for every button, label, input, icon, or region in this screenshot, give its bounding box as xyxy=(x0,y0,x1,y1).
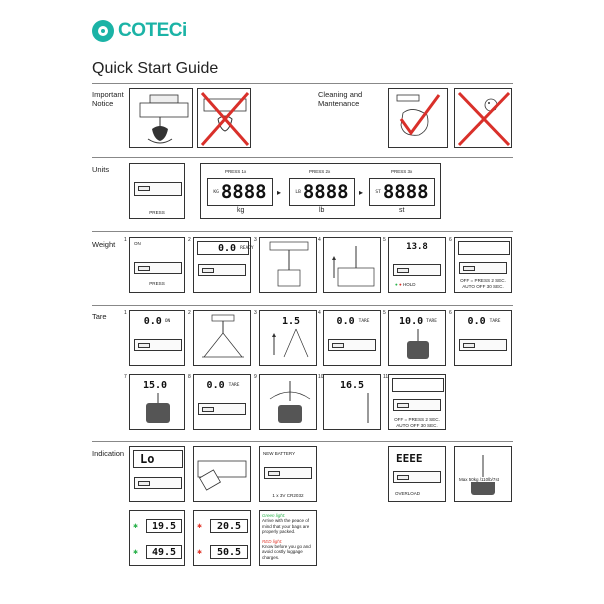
tare-step-1: 1 0.0 ON xyxy=(129,310,185,366)
tare-step-4: 4 0.0 TARE xyxy=(323,310,381,366)
red-light-panel: ✱ 20.5 ✱ 50.5 xyxy=(193,510,251,566)
units-press-caption: PRESS xyxy=(149,210,165,215)
press-2x-label: PRESS 2x xyxy=(309,169,331,174)
units-panel xyxy=(200,163,441,219)
tare-step-6: 6 0.0 TARE xyxy=(454,310,512,366)
logo-icon xyxy=(92,20,114,42)
green-light-icon: ✱ xyxy=(133,524,139,530)
scale-device xyxy=(134,182,182,196)
red-light-icon: ✱ xyxy=(197,524,203,530)
new-battery-panel: NEW BATTERY 1 x 3V CR2032 xyxy=(259,446,317,502)
divider xyxy=(92,305,513,306)
arrow-right-icon: ▸ xyxy=(277,188,282,197)
weight-step-1: 1 ON PRESS xyxy=(129,237,185,293)
battery-door-panel xyxy=(193,446,251,502)
divider xyxy=(92,231,513,232)
divider xyxy=(92,83,513,84)
tare-step-8: 8 0.0 TARE xyxy=(193,374,251,430)
units-label: Units xyxy=(92,165,110,174)
important-label: Important Notice xyxy=(92,90,124,108)
tare-step-10: 10 16.5 xyxy=(323,374,381,430)
tare-step-2: 2 xyxy=(193,310,251,366)
brand-logo xyxy=(92,20,187,42)
unit-label-kg: kg xyxy=(237,207,245,214)
unit-label-lb: lb xyxy=(319,207,325,214)
divider xyxy=(92,157,513,158)
lcd-st: ST 8888 xyxy=(369,178,435,206)
hook-illustration xyxy=(130,89,194,149)
overload-panel: EEEE OVERLOAD xyxy=(388,446,446,502)
divider xyxy=(92,441,513,442)
tare-step-5: 5 10.0 TARE xyxy=(388,310,446,366)
press-1x-label: PRESS 1x xyxy=(225,169,247,174)
indication-label: Indication xyxy=(92,449,125,458)
cloth-illustration xyxy=(389,89,449,149)
cleaning-label: Cleaning and Mantenance xyxy=(318,90,363,108)
weight-step-3: 3 xyxy=(259,237,317,293)
max-capacity-panel: Max 50kg /110lb/7st xyxy=(454,446,512,502)
water-illustration xyxy=(455,89,513,149)
units-device-panel xyxy=(129,163,185,219)
weight-step-2: 2 0.0 READY xyxy=(193,237,251,293)
red-light-icon: ✱ xyxy=(197,550,203,556)
weight-step-6: 6 OFF = PRESS 2 SEC. AUTO OFF 30 SEC. xyxy=(454,237,512,293)
weight-step-5: 5 13.8 ● ● HOLD xyxy=(388,237,446,293)
light-legend-panel: Green light: Arrive with the peace of mind that your bags are properly packed. RED light: Know before you go and avoid costly luggage charges. xyxy=(259,510,317,566)
page-title: Quick Start Guide xyxy=(92,60,219,77)
tare-step-9: 9 xyxy=(259,374,317,430)
important-panel-correct xyxy=(129,88,193,148)
tare-step-3: 3 1.5 xyxy=(259,310,317,366)
cleaning-panel-correct xyxy=(388,88,448,148)
lcd-kg: KG 8888 xyxy=(207,178,273,206)
weight-step-4: 4 xyxy=(323,237,381,293)
press-3x-label: PRESS 3x xyxy=(391,169,413,174)
tare-label: Tare xyxy=(92,312,107,321)
cleaning-panel-wrong xyxy=(454,88,512,148)
green-light-icon: ✱ xyxy=(133,550,139,556)
tare-step-7: 7 15.0 xyxy=(129,374,185,430)
wrong-hook-illustration xyxy=(198,89,252,149)
weight-label: Weight xyxy=(92,240,116,249)
low-battery-panel: Lo xyxy=(129,446,185,502)
tare-step-11: 11 OFF = PRESS 2 SEC. AUTO OFF 30 SEC. xyxy=(388,374,446,430)
arrow-right-icon: ▸ xyxy=(359,188,364,197)
lcd-lb: LB 8888 xyxy=(289,178,355,206)
brand-name: COTECi xyxy=(118,20,187,41)
unit-label-st: st xyxy=(399,207,405,214)
important-panel-wrong xyxy=(197,88,251,148)
green-light-panel: ✱ 19.5 ✱ 49.5 xyxy=(129,510,185,566)
